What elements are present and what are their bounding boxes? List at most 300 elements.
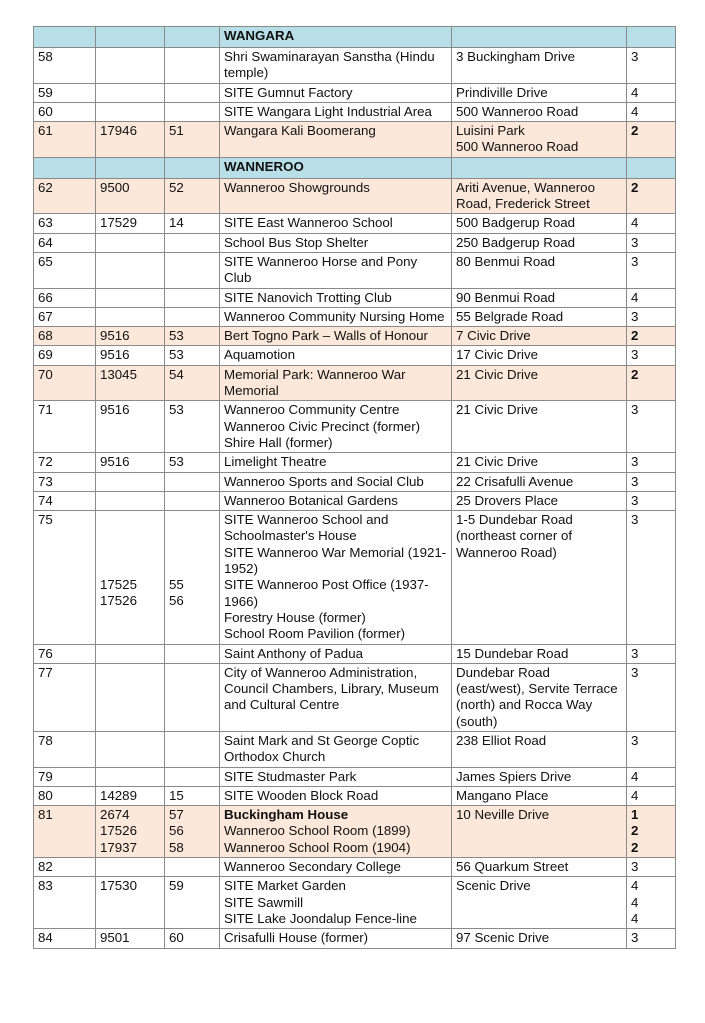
- place-name-cell: [220, 233, 452, 252]
- place-id-line: 17937: [100, 839, 137, 855]
- address-line: 25 Drovers Place: [456, 492, 558, 508]
- place-name-cell: [220, 511, 452, 644]
- category-line: 3: [631, 473, 639, 489]
- category-cell: [627, 327, 676, 346]
- category-cell: [627, 858, 676, 877]
- empty-cell: [627, 27, 676, 48]
- address-line: 3 Buckingham Drive: [456, 49, 575, 64]
- category-cell: [627, 877, 676, 929]
- table-row: [34, 233, 676, 252]
- ref-number-line: 53: [169, 328, 184, 344]
- place-id-cell: [96, 327, 165, 346]
- highlighted-table-row: [34, 327, 676, 346]
- place-id-cell: [96, 472, 165, 491]
- place-name-line: Wanneroo School Room (1904): [224, 839, 411, 855]
- ref-number-cell: [165, 472, 220, 491]
- empty-cell: [165, 157, 220, 178]
- place-id-cell: [96, 453, 165, 472]
- ref-number-line: 53: [169, 402, 184, 418]
- category-line: 4: [631, 289, 639, 305]
- address-cell: [452, 767, 627, 786]
- place-id-line: 17946: [100, 123, 137, 139]
- row-number-cell: 78: [34, 731, 96, 767]
- address-line: Scenic Drive: [456, 878, 531, 894]
- row-number-cell: 66: [34, 288, 96, 307]
- place-id-line: 17525: [100, 577, 137, 593]
- place-name-line: Limelight Theatre: [224, 454, 327, 470]
- address-cell: [452, 663, 627, 731]
- place-name-line: Bert Togno Park – Walls of Honour: [224, 328, 428, 344]
- ref-number-cell: [165, 102, 220, 121]
- row-number-cell: 83: [34, 877, 96, 929]
- row-number-cell: 61: [34, 122, 96, 158]
- place-name-cell: [220, 877, 452, 929]
- place-name-cell: [220, 806, 452, 858]
- ref-number-line: 52: [169, 179, 184, 195]
- place-id-line: 14289: [100, 787, 137, 803]
- row-number-cell: 65: [34, 252, 96, 288]
- category-line: 3: [631, 930, 639, 946]
- row-number-cell: 71: [34, 401, 96, 453]
- place-name-line: SITE Market Garden: [224, 878, 346, 894]
- ref-number-cell: [165, 307, 220, 326]
- empty-cell: [34, 157, 96, 178]
- place-name-line: Shri Swaminarayan Sanstha (Hindu temple): [224, 49, 435, 81]
- category-cell: [627, 401, 676, 453]
- place-id-cell: [96, 401, 165, 453]
- place-name-line: City of Wanneroo Administration, Council Chambers, Library, Museum and Cultural Centre: [224, 664, 439, 713]
- empty-cell: [627, 157, 676, 178]
- place-name-line: SITE Sawmill: [224, 894, 304, 910]
- category-cell: [627, 83, 676, 102]
- row-number-cell: 84: [34, 929, 96, 948]
- ref-number-line: 14: [169, 215, 184, 231]
- place-name-cell: [220, 288, 452, 307]
- category-cell: [627, 252, 676, 288]
- address-cell: [452, 346, 627, 365]
- address-cell: [452, 877, 627, 929]
- category-cell: [627, 307, 676, 326]
- row-number-cell: 64: [34, 233, 96, 252]
- category-cell: [627, 731, 676, 767]
- place-name-cell: [220, 48, 452, 84]
- address-line: 21 Civic Drive: [456, 402, 539, 418]
- place-name-line: Wanneroo Botanical Gardens: [224, 492, 398, 508]
- place-name-cell: [220, 929, 452, 948]
- empty-cell: [96, 27, 165, 48]
- place-id-cell: [96, 307, 165, 326]
- address-cell: [452, 806, 627, 858]
- ref-number-cell: [165, 252, 220, 288]
- address-cell: [452, 178, 627, 214]
- category-line: 3: [631, 454, 639, 470]
- table-row: [34, 288, 676, 307]
- place-name-line: School Room Pavilion (former): [224, 626, 406, 642]
- category-line: 3: [631, 859, 639, 875]
- place-name-cell: [220, 346, 452, 365]
- place-id-line: 17529: [100, 215, 137, 231]
- category-line: 3: [631, 492, 639, 508]
- ref-number-line: 57: [169, 807, 184, 823]
- ref-number-cell: [165, 663, 220, 731]
- category-cell: [627, 288, 676, 307]
- place-name-line: SITE Gumnut Factory: [224, 84, 353, 100]
- place-name-line: SITE Wanneroo Horse and Pony Club: [224, 253, 418, 286]
- category-cell: [627, 365, 676, 401]
- category-cell: [627, 929, 676, 948]
- place-name-cell: [220, 858, 452, 877]
- table-row: [34, 214, 676, 233]
- place-id-cell: [96, 731, 165, 767]
- place-name-cell: [220, 453, 452, 472]
- ref-number-cell: [165, 511, 220, 644]
- address-line: 55 Belgrade Road: [456, 308, 564, 324]
- row-number-cell: 68: [34, 327, 96, 346]
- row-number-cell: 70: [34, 365, 96, 401]
- place-id-cell: [96, 877, 165, 929]
- empty-cell: [34, 27, 96, 48]
- address-line: Luisini Park: [456, 123, 525, 139]
- place-id-cell: [96, 806, 165, 858]
- ref-number-cell: [165, 346, 220, 365]
- place-id-cell: [96, 365, 165, 401]
- address-cell: [452, 786, 627, 805]
- category-line: 4: [631, 894, 639, 910]
- category-line: 2: [631, 179, 639, 195]
- place-id-cell: [96, 786, 165, 805]
- place-name-line: Wanneroo School Room (1899): [224, 823, 411, 839]
- address-line: 80 Benmui Road: [456, 253, 556, 269]
- category-cell: [627, 491, 676, 510]
- category-line: 3: [631, 645, 639, 661]
- place-id-cell: [96, 102, 165, 121]
- ref-number-cell: [165, 731, 220, 767]
- address-cell: [452, 307, 627, 326]
- category-cell: [627, 767, 676, 786]
- address-cell: [452, 327, 627, 346]
- row-number-cell: 67: [34, 307, 96, 326]
- category-line: 3: [631, 49, 639, 64]
- table-row: [34, 401, 676, 453]
- place-id-cell: [96, 511, 165, 644]
- place-id-cell: [96, 346, 165, 365]
- address-line: 1-5 Dundebar Road (northeast corner of Wanneroo Road): [456, 512, 573, 560]
- address-line: 7 Civic Drive: [456, 328, 531, 344]
- address-cell: [452, 48, 627, 84]
- ref-number-line: 56: [169, 593, 184, 609]
- section-header-row: [34, 157, 676, 178]
- place-name-cell: [220, 178, 452, 214]
- row-number-cell: 81: [34, 806, 96, 858]
- table-row: [34, 83, 676, 102]
- table-row: [34, 644, 676, 663]
- place-name-line: Wanneroo Community Centre: [224, 402, 400, 418]
- address-line: 250 Badgerup Road: [456, 234, 576, 250]
- row-number-cell: 59: [34, 83, 96, 102]
- address-cell: [452, 233, 627, 252]
- row-number-cell: 63: [34, 214, 96, 233]
- place-id-line: 9500: [100, 179, 130, 195]
- address-line: 15 Dundebar Road: [456, 645, 569, 661]
- category-line: 4: [631, 84, 639, 100]
- address-line: 238 Elliot Road: [456, 732, 547, 748]
- heritage-places-table: [33, 26, 676, 949]
- category-line: 4: [631, 103, 639, 119]
- ref-number-line: 58: [169, 839, 184, 855]
- place-name-line: SITE Lake Joondalup Fence-line: [224, 910, 417, 926]
- place-id-cell: [96, 233, 165, 252]
- table-row: [34, 102, 676, 121]
- place-id-cell: [96, 122, 165, 158]
- table-row: [34, 511, 676, 644]
- address-line: Prindiville Drive: [456, 84, 548, 100]
- place-name-cell: [220, 83, 452, 102]
- address-line: 500 Wanneroo Road: [456, 139, 579, 155]
- ref-number-cell: [165, 83, 220, 102]
- address-line: 56 Quarkum Street: [456, 859, 569, 875]
- place-name-cell: [220, 122, 452, 158]
- place-name-cell: [220, 644, 452, 663]
- place-id-line: 17530: [100, 878, 137, 894]
- place-name-cell: [220, 767, 452, 786]
- category-line: 3: [631, 732, 639, 748]
- category-line: 3: [631, 402, 639, 418]
- place-id-cell: [96, 929, 165, 948]
- highlighted-table-row: [34, 806, 676, 858]
- ref-number-line: 55: [169, 577, 184, 593]
- place-name-cell: [220, 731, 452, 767]
- place-name-line: Aquamotion: [224, 347, 295, 363]
- row-number-cell: 82: [34, 858, 96, 877]
- place-id-cell: [96, 178, 165, 214]
- address-line: Ariti Avenue, Wanneroo Road, Frederick Street: [456, 179, 595, 212]
- row-number-cell: 72: [34, 453, 96, 472]
- category-line: 2: [631, 328, 639, 344]
- place-id-line: 2674: [100, 807, 130, 823]
- address-line: 97 Scenic Drive: [456, 930, 550, 946]
- address-cell: [452, 365, 627, 401]
- row-number-cell: 76: [34, 644, 96, 663]
- ref-number-line: 60: [169, 930, 184, 946]
- ref-number-cell: [165, 644, 220, 663]
- category-cell: [627, 122, 676, 158]
- address-line: 21 Civic Drive: [456, 454, 539, 470]
- place-name-cell: [220, 491, 452, 510]
- place-name-line: SITE Wanneroo War Memorial (1921-1952): [224, 544, 447, 577]
- ref-number-cell: [165, 453, 220, 472]
- row-number-cell: 62: [34, 178, 96, 214]
- place-id-cell: [96, 858, 165, 877]
- category-line: 1: [631, 807, 639, 823]
- spacer: [169, 512, 215, 577]
- ref-number-cell: [165, 233, 220, 252]
- table-row: [34, 858, 676, 877]
- address-line: Mangano Place: [456, 787, 549, 803]
- table-row: [34, 877, 676, 929]
- address-cell: [452, 858, 627, 877]
- ref-number-line: 53: [169, 347, 184, 363]
- address-cell: [452, 252, 627, 288]
- table-row: [34, 48, 676, 84]
- place-name-cell: [220, 102, 452, 121]
- category-cell: [627, 644, 676, 663]
- place-name-cell: [220, 365, 452, 401]
- row-number-cell: 60: [34, 102, 96, 121]
- ref-number-line: 59: [169, 878, 184, 894]
- ref-number-cell: [165, 929, 220, 948]
- place-id-cell: [96, 83, 165, 102]
- place-name-cell: [220, 327, 452, 346]
- address-cell: [452, 472, 627, 491]
- place-id-line: 17526: [100, 823, 137, 839]
- table-row: [34, 307, 676, 326]
- table-row: [34, 767, 676, 786]
- address-cell: [452, 214, 627, 233]
- category-line: 3: [631, 253, 639, 269]
- ref-number-cell: [165, 288, 220, 307]
- category-line: 4: [631, 787, 639, 803]
- place-name-line: Wangara Kali Boomerang: [224, 123, 376, 139]
- empty-cell: [96, 157, 165, 178]
- place-id-cell: [96, 252, 165, 288]
- category-cell: [627, 48, 676, 84]
- address-line: 21 Civic Drive: [456, 366, 539, 382]
- category-line: 2: [631, 366, 639, 382]
- category-cell: [627, 786, 676, 805]
- place-name-line: Forestry House (former): [224, 609, 366, 625]
- ref-number-line: 15: [169, 787, 184, 803]
- place-name-line: Wanneroo Showgrounds: [224, 179, 370, 195]
- table-row: [34, 252, 676, 288]
- place-id-line: 13045: [100, 366, 137, 382]
- place-id-line: 9516: [100, 454, 130, 470]
- category-cell: [627, 511, 676, 644]
- section-header-row: [34, 27, 676, 48]
- ref-number-cell: [165, 877, 220, 929]
- ref-number-cell: [165, 806, 220, 858]
- address-cell: [452, 83, 627, 102]
- address-cell: [452, 491, 627, 510]
- table-row: [34, 786, 676, 805]
- category-line: 2: [631, 123, 639, 139]
- address-cell: [452, 644, 627, 663]
- ref-number-cell: [165, 327, 220, 346]
- place-name-cell: [220, 252, 452, 288]
- place-name-cell: [220, 214, 452, 233]
- row-number-cell: 79: [34, 767, 96, 786]
- place-id-cell: [96, 644, 165, 663]
- place-id-line: 9516: [100, 328, 130, 344]
- spacer: [100, 512, 160, 577]
- place-name-line: Saint Anthony of Padua: [224, 645, 363, 661]
- place-name-line: Memorial Park: Wanneroo War Memorial: [224, 366, 406, 399]
- place-name-cell: [220, 472, 452, 491]
- category-line: 4: [631, 215, 639, 231]
- address-line: 17 Civic Drive: [456, 347, 539, 363]
- highlighted-table-row: [34, 122, 676, 158]
- ref-number-cell: [165, 858, 220, 877]
- section-name: WANGARA: [220, 27, 452, 48]
- ref-number-cell: [165, 122, 220, 158]
- address-line: 90 Benmui Road: [456, 289, 556, 305]
- ref-number-cell: [165, 214, 220, 233]
- address-cell: [452, 122, 627, 158]
- place-name-line: Wanneroo Secondary College: [224, 859, 401, 875]
- category-line: 3: [631, 234, 639, 250]
- category-cell: [627, 663, 676, 731]
- place-id-cell: [96, 288, 165, 307]
- address-line: 500 Wanneroo Road: [456, 103, 579, 119]
- empty-cell: [452, 157, 627, 178]
- place-id-cell: [96, 767, 165, 786]
- table-row: [34, 731, 676, 767]
- row-number-cell: 75: [34, 511, 96, 644]
- place-name-line: Wanneroo Civic Precinct (former): [224, 418, 421, 434]
- row-number-cell: 69: [34, 346, 96, 365]
- ref-number-line: 56: [169, 823, 184, 839]
- address-line: James Spiers Drive: [456, 768, 572, 784]
- place-name-line: Wanneroo Sports and Social Club: [224, 473, 424, 489]
- row-number-cell: 77: [34, 663, 96, 731]
- category-line: 2: [631, 823, 639, 839]
- ref-number-line: 51: [169, 123, 184, 139]
- place-id-line: 9501: [100, 930, 130, 946]
- ref-number-cell: [165, 48, 220, 84]
- ref-number-cell: [165, 491, 220, 510]
- place-name-cell: [220, 786, 452, 805]
- place-name-line: SITE Nanovich Trotting Club: [224, 289, 392, 305]
- category-cell: [627, 233, 676, 252]
- row-number-cell: 58: [34, 48, 96, 84]
- place-name-line: Crisafulli House (former): [224, 930, 369, 946]
- category-line: 4: [631, 878, 639, 894]
- place-id-cell: [96, 48, 165, 84]
- category-cell: [627, 178, 676, 214]
- category-line: 4: [631, 910, 639, 926]
- category-line: 3: [631, 512, 639, 528]
- category-cell: [627, 214, 676, 233]
- ref-number-cell: [165, 767, 220, 786]
- category-cell: [627, 453, 676, 472]
- row-number-cell: 80: [34, 786, 96, 805]
- highlighted-table-row: [34, 178, 676, 214]
- place-name-line: School Bus Stop Shelter: [224, 234, 369, 250]
- address-cell: [452, 511, 627, 644]
- address-cell: [452, 453, 627, 472]
- place-name-cell: [220, 663, 452, 731]
- table-row: [34, 453, 676, 472]
- place-name-cell: [220, 307, 452, 326]
- category-line: 3: [631, 347, 639, 363]
- place-name-line: Saint Mark and St George Coptic Orthodox Church: [224, 732, 420, 765]
- table-row: [34, 929, 676, 948]
- address-line: 22 Crisafulli Avenue: [456, 473, 574, 489]
- table-row: [34, 346, 676, 365]
- category-cell: [627, 102, 676, 121]
- ref-number-cell: [165, 365, 220, 401]
- place-name-cell: [220, 401, 452, 453]
- ref-number-cell: [165, 786, 220, 805]
- place-name-line: SITE East Wanneroo School: [224, 215, 393, 231]
- place-name-line: SITE Wooden Block Road: [224, 787, 379, 803]
- address-cell: [452, 102, 627, 121]
- ref-number-line: 53: [169, 454, 184, 470]
- place-name-line: SITE Wanneroo Post Office (1937-1966): [224, 577, 429, 609]
- category-line: 4: [631, 768, 639, 784]
- section-name: WANNEROO: [220, 157, 452, 178]
- table-row: [34, 491, 676, 510]
- place-name-line: SITE Wanneroo School and Schoolmaster's House: [224, 512, 389, 544]
